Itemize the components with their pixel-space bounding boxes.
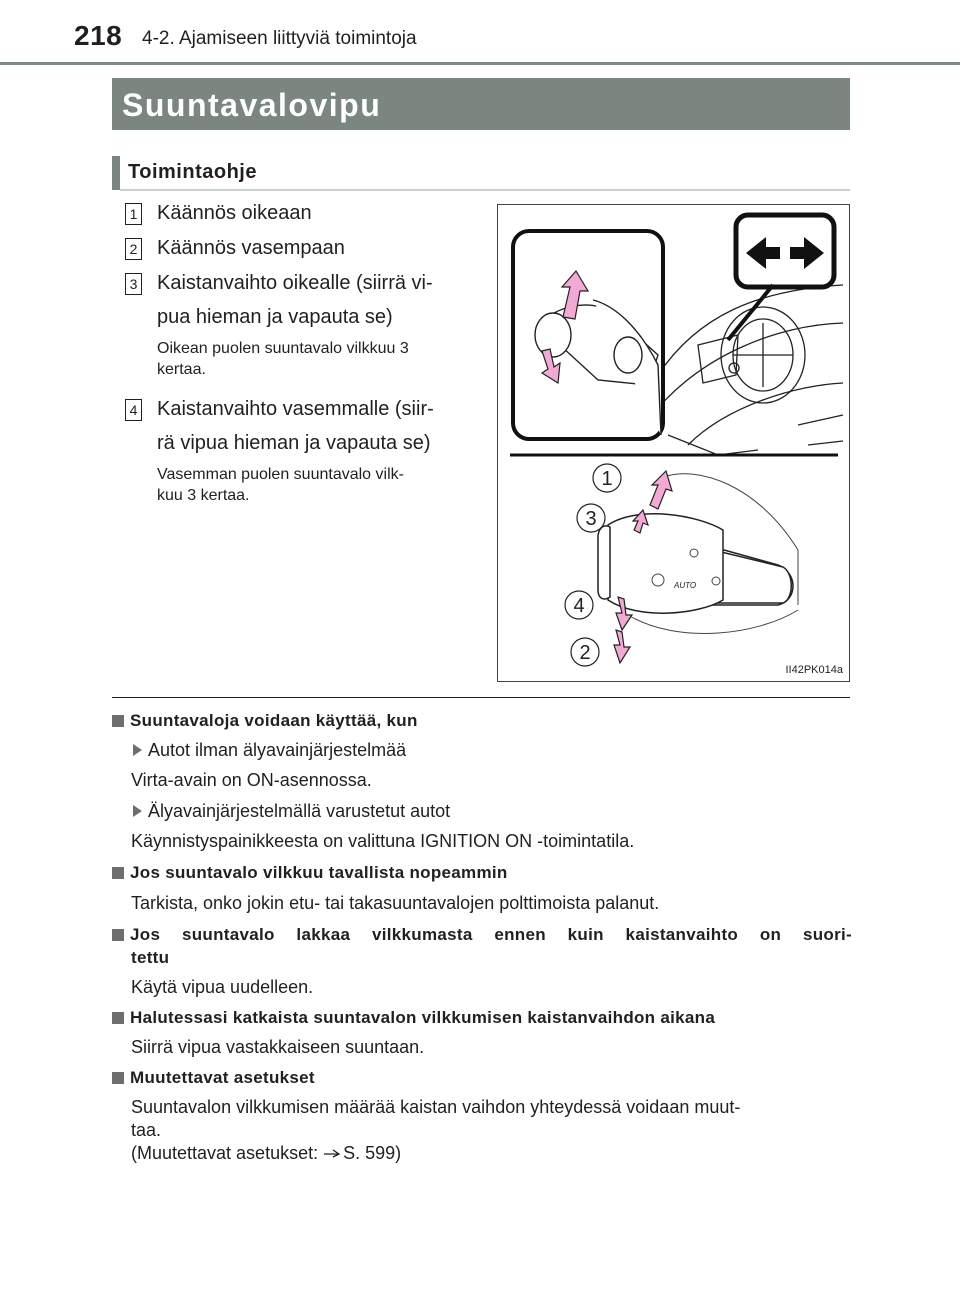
item-number-3: 3	[125, 273, 142, 295]
triangle-bullet-icon	[133, 744, 142, 756]
callout-2: 2	[579, 642, 591, 664]
callout-1: 1	[601, 468, 613, 490]
note-text-6-line3	[131, 1142, 401, 1165]
settings-page-link[interactable]: S. 599)	[343, 1143, 402, 1163]
square-bullet-icon	[112, 929, 124, 941]
item-text-4-line1: Kaistanvaihto vasemmalle (siir-	[157, 398, 434, 420]
item-number-1: 1	[125, 203, 142, 225]
item-note-4-line1: Vasemman puolen suuntavalo vilk-	[157, 466, 404, 483]
note-heading-4-text: Halutessasi katkaista suuntavalon vilkkumisen kaistanvaihdon aikana	[130, 1008, 716, 1027]
lever-auto-label: AUTO	[674, 581, 697, 590]
note-heading-3-text: Jos suuntavalo lakkaa vilkkumasta ennen kuin kaistanvaihto on suori-	[130, 925, 852, 944]
square-bullet-icon	[112, 867, 124, 879]
note-text-4: Käytä vipua uudelleen.	[131, 977, 314, 997]
note-heading-2-text: Jos suuntavalo vilkkuu tavallista nopeammin	[130, 863, 508, 882]
note-text-1: Virta-avain on ON-asennossa.	[131, 770, 372, 790]
subsection-marker	[112, 156, 120, 190]
note-text-2: Käynnistyspainikkeesta on valittuna IGNITION ON -toimintatila.	[131, 831, 635, 851]
note-text-5: Siirrä vipua vastakkaiseen suuntaan.	[131, 1037, 425, 1057]
item-number-4: 4	[125, 399, 142, 421]
callout-4: 4	[573, 595, 585, 617]
lever-illustration	[497, 204, 850, 682]
square-bullet-icon	[112, 1012, 124, 1024]
item-text-4-line2: rä vipua hieman ja vapauta se)	[157, 432, 431, 454]
item-number-2: 2	[125, 238, 142, 260]
item-text-2: Käännös vasempaan	[157, 237, 345, 259]
triangle-bullet-icon	[133, 805, 142, 817]
settings-ref-prefix: (Muutettavat asetukset:	[131, 1143, 324, 1163]
lever	[598, 514, 793, 613]
header-divider	[0, 62, 960, 65]
section-title: Suuntavalovipu	[122, 87, 382, 123]
callout-3: 3	[585, 508, 597, 530]
note-heading-1-text: Suuntavaloja voidaan käyttää, kun	[130, 711, 418, 730]
note-sub-1	[133, 739, 406, 762]
note-heading-3-line2: tettu	[131, 948, 170, 967]
reference-arrow-icon	[323, 1148, 343, 1158]
page-number: 218	[74, 20, 123, 51]
item-note-3-line1: Oikean puolen suuntavalo vilkkuu 3	[157, 340, 409, 357]
note-heading-5-text: Muutettavat asetukset	[130, 1068, 315, 1087]
figure-code: II42PK014a	[785, 664, 843, 676]
arrow-2	[614, 630, 630, 663]
arrow-1	[650, 471, 672, 509]
note-text-6-line1: Suuntavalon vilkkumisen määrää kaistan vaihdon yhteydessä voidaan muut-	[131, 1097, 741, 1117]
subsection-divider	[120, 189, 850, 191]
lever-drawing	[498, 205, 849, 681]
note-heading-4	[112, 1008, 715, 1028]
note-sub-2	[133, 800, 450, 823]
note-sub-1-text: Autot ilman älyavainjärjestelmää	[148, 740, 407, 760]
note-heading-5	[112, 1068, 315, 1088]
note-sub-2-text: Älyavainjärjestelmällä varustetut autot	[148, 801, 451, 821]
item-text-3-line2: pua hieman ja vapauta se)	[157, 306, 393, 328]
note-heading-3-line1	[112, 925, 852, 945]
dashboard-drawing	[648, 285, 843, 455]
body-divider	[112, 697, 850, 698]
note-heading-1	[112, 711, 418, 731]
note-text-6-line2: taa.	[131, 1120, 162, 1140]
item-note-4-line2: kuu 3 kertaa.	[157, 487, 250, 504]
subsection-title: Toimintaohje	[128, 161, 257, 183]
note-text-3: Tarkista, onko jokin etu- tai takasuuntavalojen polttimoista palanut.	[131, 893, 660, 913]
section-title-band	[112, 78, 850, 130]
note-heading-2	[112, 863, 508, 883]
chapter-title: 4-2. Ajamiseen liittyviä toimintoja	[142, 28, 417, 49]
item-note-3-line2: kertaa.	[157, 361, 206, 378]
item-text-1: Käännös oikeaan	[157, 202, 312, 224]
square-bullet-icon	[112, 715, 124, 727]
square-bullet-icon	[112, 1072, 124, 1084]
item-text-3-line1: Kaistanvaihto oikealle (siirrä vi-	[157, 272, 433, 294]
